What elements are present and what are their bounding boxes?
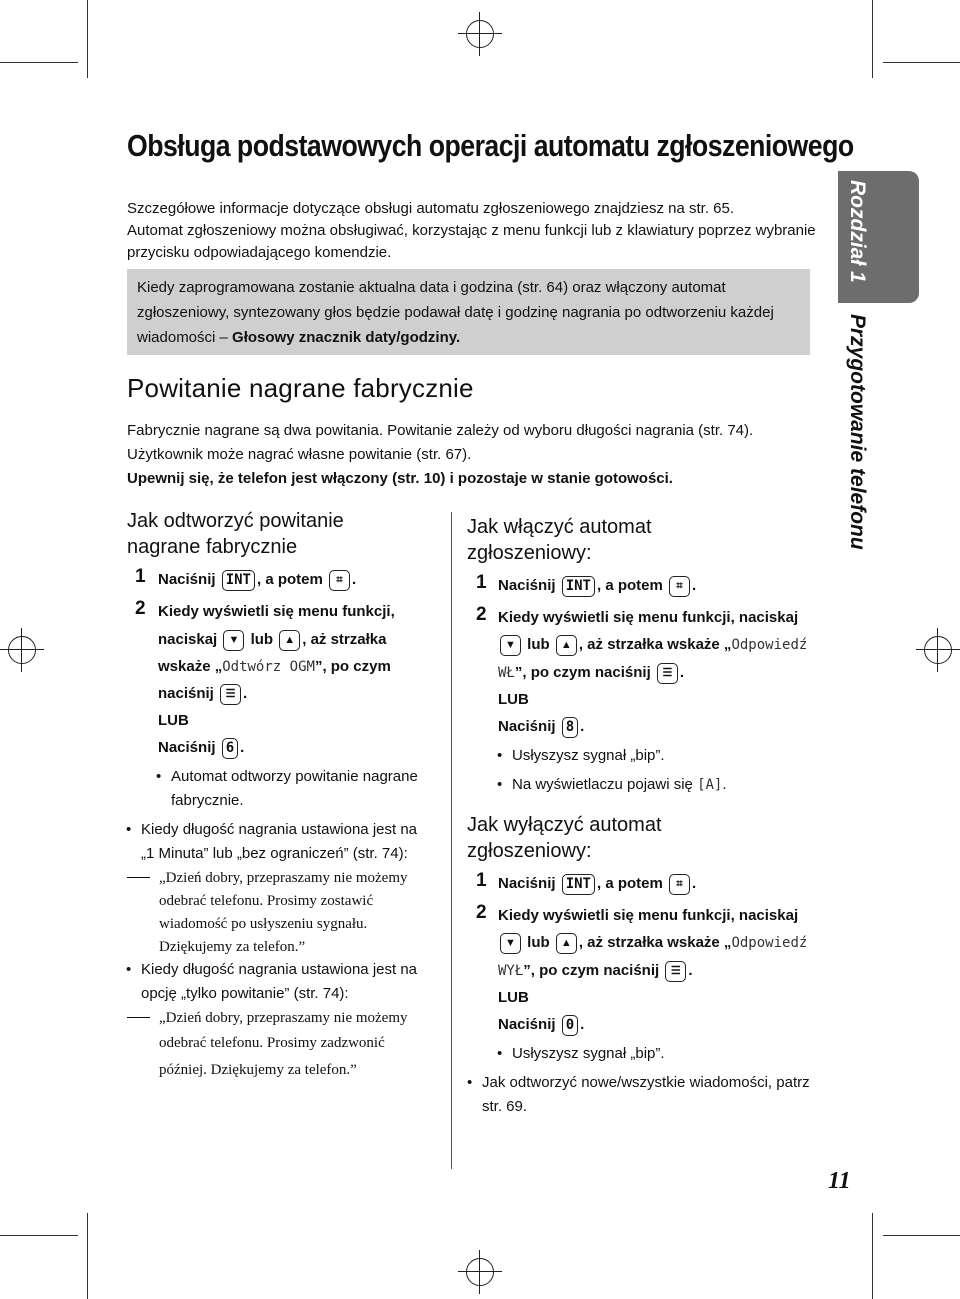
crop-line (87, 1213, 88, 1299)
quote-1-line-3: wiadomość po usłyszeniu sygnału. (159, 916, 368, 932)
on-lub: LUB (498, 691, 529, 708)
down-arrow-key-icon: ▼ (223, 630, 244, 651)
left-sub-bullet: • Automat odtworzy powitanie nagrane (156, 768, 418, 785)
bullet-text: Usłyszysz sygnał „bip”. (512, 1045, 665, 1062)
off-heading-1: Jak wyłączyć automat (467, 814, 662, 836)
bullet-text: Kiedy długość nagrania ustawiona jest na (141, 961, 418, 978)
column-divider (451, 512, 452, 1169)
left-lub: LUB (158, 712, 189, 729)
step-number: 2 (476, 604, 487, 625)
menu-key-icon: ☰ (657, 663, 678, 684)
off-step-2-line-3: WYŁ”, po czym naciśnij ☰ . (498, 957, 693, 985)
key-8-icon: 8 (562, 717, 578, 738)
crop-line (883, 1235, 960, 1236)
key-0-icon: 0 (562, 1015, 578, 1036)
bullet-text: Kiedy długość nagrania ustawiona jest na (141, 821, 418, 838)
chapter-name: Przygotowanie telefonu (846, 314, 869, 550)
display-text: WYŁ (498, 963, 524, 979)
left-step-1: Naciśnij INT , a potem ⌗ . (158, 566, 356, 593)
quote-1-line-4: Dziękujemy za telefon.” (159, 939, 306, 955)
step-number: 2 (135, 598, 146, 619)
left-heading-2: nagrane fabrycznie (127, 536, 298, 558)
on-step-2-line-2 (498, 631, 807, 659)
step-number: 1 (135, 566, 146, 587)
on-heading-2: zgłoszeniowy: (467, 542, 592, 564)
step-text: Naciśnij (158, 739, 216, 756)
step-text: Naciśnij (498, 718, 556, 735)
crop-line (883, 62, 960, 63)
step-text: Naciśnij (498, 875, 556, 892)
off-bullet-1: • Usłyszysz sygnał „bip”. (497, 1045, 665, 1062)
off-heading-2: zgłoszeniowy: (467, 840, 592, 862)
left-bullet-1: • Kiedy długość nagrania ustawiona jest na (126, 821, 418, 838)
note-bold: Głosowy znacznik daty/godziny. (232, 329, 461, 346)
on-step-2-line-3: WŁ”, po czym naciśnij ☰ . (498, 659, 684, 687)
intro-line-3: przycisku odpowiadającego komendzie. (127, 244, 392, 261)
step-text: lub (527, 934, 550, 951)
registration-mark-top (458, 12, 502, 56)
key-6-icon: 6 (222, 738, 238, 759)
display-text: Odpowiedź (731, 935, 808, 951)
left-step-2-line-1: Kiedy wyświetli się menu funkcji, (158, 603, 395, 620)
on-step-1: Naciśnij INT , a potem ⌗ . (498, 572, 696, 599)
int-key-icon: INT (562, 874, 595, 895)
int-key-icon: INT (562, 576, 595, 597)
chapter-label: Rozdział 1 (846, 180, 869, 283)
on-press-8: Naciśnij 8 . (498, 713, 584, 740)
answering-machine-key-icon: ⌗ (329, 570, 350, 591)
quote-2-line-2: odebrać telefonu. Prosimy zadzwonić (159, 1035, 385, 1051)
note-line-2: zgłoszeniowy, syntezowany głos będzie podawał datę i godzinę nagrania po odtworzeniu każdej (137, 304, 774, 321)
note-box (127, 269, 810, 355)
crop-line (0, 62, 78, 63)
up-arrow-key-icon: ▲ (279, 630, 300, 651)
display-text: Odpowiedź (731, 637, 808, 653)
quote-1-line-2: odebrać telefonu. Prosimy zostawić (159, 893, 374, 909)
crop-line (872, 1213, 873, 1299)
step-text: , a potem (597, 875, 663, 892)
step-text: ”, po czym naciśnij (514, 664, 651, 681)
page-title: Obsługa podstawowych operacji automatu zgłoszeniowego (127, 128, 854, 163)
menu-key-icon: ☰ (220, 684, 241, 705)
note-line-1: Kiedy zaprogramowana zostanie aktualna data i godzina (str. 64) oraz włączony automat (137, 279, 726, 296)
registration-mark-bottom (458, 1250, 502, 1294)
answering-machine-key-icon: ⌗ (669, 874, 690, 895)
display-text: [A] (697, 777, 723, 793)
crop-line (0, 1235, 78, 1236)
step-text: , a potem (597, 577, 663, 594)
on-bullet-2: • Na wyświetlaczu pojawi się [A]. (497, 776, 727, 793)
off-press-0: Naciśnij 0 . (498, 1011, 584, 1038)
left-sub-bullet-cont: fabrycznie. (171, 792, 244, 809)
step-text: Naciśnij (498, 1016, 556, 1033)
bullet-text: Na wyświetlaczu pojawi się (512, 776, 693, 793)
dash (127, 877, 150, 878)
off-step-2-line-2 (498, 929, 807, 957)
bullet-text: Usłyszysz sygnał „bip”. (512, 747, 665, 764)
on-step-2-line-1: Kiedy wyświetli się menu funkcji, naciskaj (498, 609, 799, 626)
step-text: lub (250, 631, 274, 648)
left-step-2-line-4: naciśnij ☰ . (158, 680, 247, 707)
quote-2-line-1: „Dzień dobry, przepraszamy nie możemy (159, 1010, 408, 1026)
step-number: 2 (476, 902, 487, 923)
bullet-text: Automat odtworzy powitanie nagrane (171, 768, 418, 785)
down-arrow-key-icon: ▼ (500, 933, 521, 954)
step-text: , aż strzałka wskaże „ (578, 636, 732, 653)
left-bullet-2: • Kiedy długość nagrania ustawiona jest na (126, 961, 418, 978)
step-text: ”, po czym naciśnij (523, 962, 660, 979)
down-arrow-key-icon: ▼ (500, 635, 521, 656)
quote-1-line-1: „Dzień dobry, przepraszamy nie możemy (159, 870, 408, 886)
up-arrow-key-icon: ▲ (556, 635, 577, 656)
up-arrow-key-icon: ▲ (556, 933, 577, 954)
section-line-2: Użytkownik może nagrać własne powitanie (str. 67). (127, 446, 472, 463)
step-text: wskaże „ (158, 658, 223, 675)
answering-machine-key-icon: ⌗ (669, 576, 690, 597)
step-text: naciskaj (158, 631, 218, 648)
left-bullet-1-cont: „1 Minuta” lub „bez ograniczeń” (str. 74): (141, 845, 408, 862)
on-bullet-1: • Usłyszysz sygnał „bip”. (497, 747, 665, 764)
note-line-3: wiadomości – (137, 329, 233, 346)
quote-2-line-3: później. Dziękujemy za telefon.” (159, 1062, 357, 1078)
off-lub: LUB (498, 989, 529, 1006)
left-press-6: Naciśnij 6 . (158, 734, 244, 761)
intro-line-1: Szczegółowe informacje dotyczące obsługi automatu zgłoszeniowego znajdziesz na str. 65. (127, 200, 735, 217)
off-step-2-line-1: Kiedy wyświetli się menu funkcji, naciskaj (498, 907, 799, 924)
display-text: WŁ (498, 665, 515, 681)
step-text: Naciśnij (158, 571, 216, 588)
section-heading: Powitanie nagrane fabrycznie (127, 373, 474, 403)
off-step-1: Naciśnij INT , a potem ⌗ . (498, 870, 696, 897)
left-step-2-line-3 (158, 653, 391, 681)
step-text: lub (527, 636, 550, 653)
section-line-1: Fabrycznie nagrane są dwa powitania. Powitanie zależy od wyboru długości nagrania (str. 74). (127, 422, 754, 439)
final-bullet-cont: str. 69. (482, 1098, 528, 1115)
step-text: Naciśnij (498, 577, 556, 594)
menu-key-icon: ☰ (665, 961, 686, 982)
int-key-icon: INT (222, 570, 255, 591)
step-text: naciśnij (158, 685, 214, 702)
display-text: Odtwórz OGM (222, 659, 315, 675)
step-text: , aż strzałka (302, 631, 387, 648)
left-heading-1: Jak odtworzyć powitanie (127, 510, 344, 532)
dash (127, 1017, 150, 1018)
bullet-text: Jak odtworzyć nowe/wszystkie wiadomości, patrz (482, 1074, 810, 1091)
crop-line (87, 0, 88, 78)
registration-mark-left (0, 628, 44, 672)
final-bullet: • Jak odtworzyć nowe/wszystkie wiadomości, patrz (467, 1074, 810, 1091)
left-step-2-line-2 (158, 626, 386, 653)
crop-line (872, 0, 873, 78)
step-text: , a potem (257, 571, 323, 588)
step-text: , aż strzałka wskaże „ (578, 934, 732, 951)
left-bullet-2-cont: opcję „tylko powitanie” (str. 74): (141, 985, 349, 1002)
step-text: ”, po czym (314, 658, 391, 675)
step-number: 1 (476, 572, 487, 593)
intro-line-2: Automat zgłoszeniowy można obsługiwać, korzystając z menu funkcji lub z klawiatury poprzez wybranie (127, 222, 816, 239)
step-number: 1 (476, 870, 487, 891)
on-heading-1: Jak włączyć automat (467, 516, 652, 538)
page-number: 11 (828, 1168, 851, 1194)
section-line-3: Upewnij się, że telefon jest włączony (str. 10) i pozostaje w stanie gotowości. (127, 470, 673, 487)
registration-mark-right (916, 628, 960, 672)
